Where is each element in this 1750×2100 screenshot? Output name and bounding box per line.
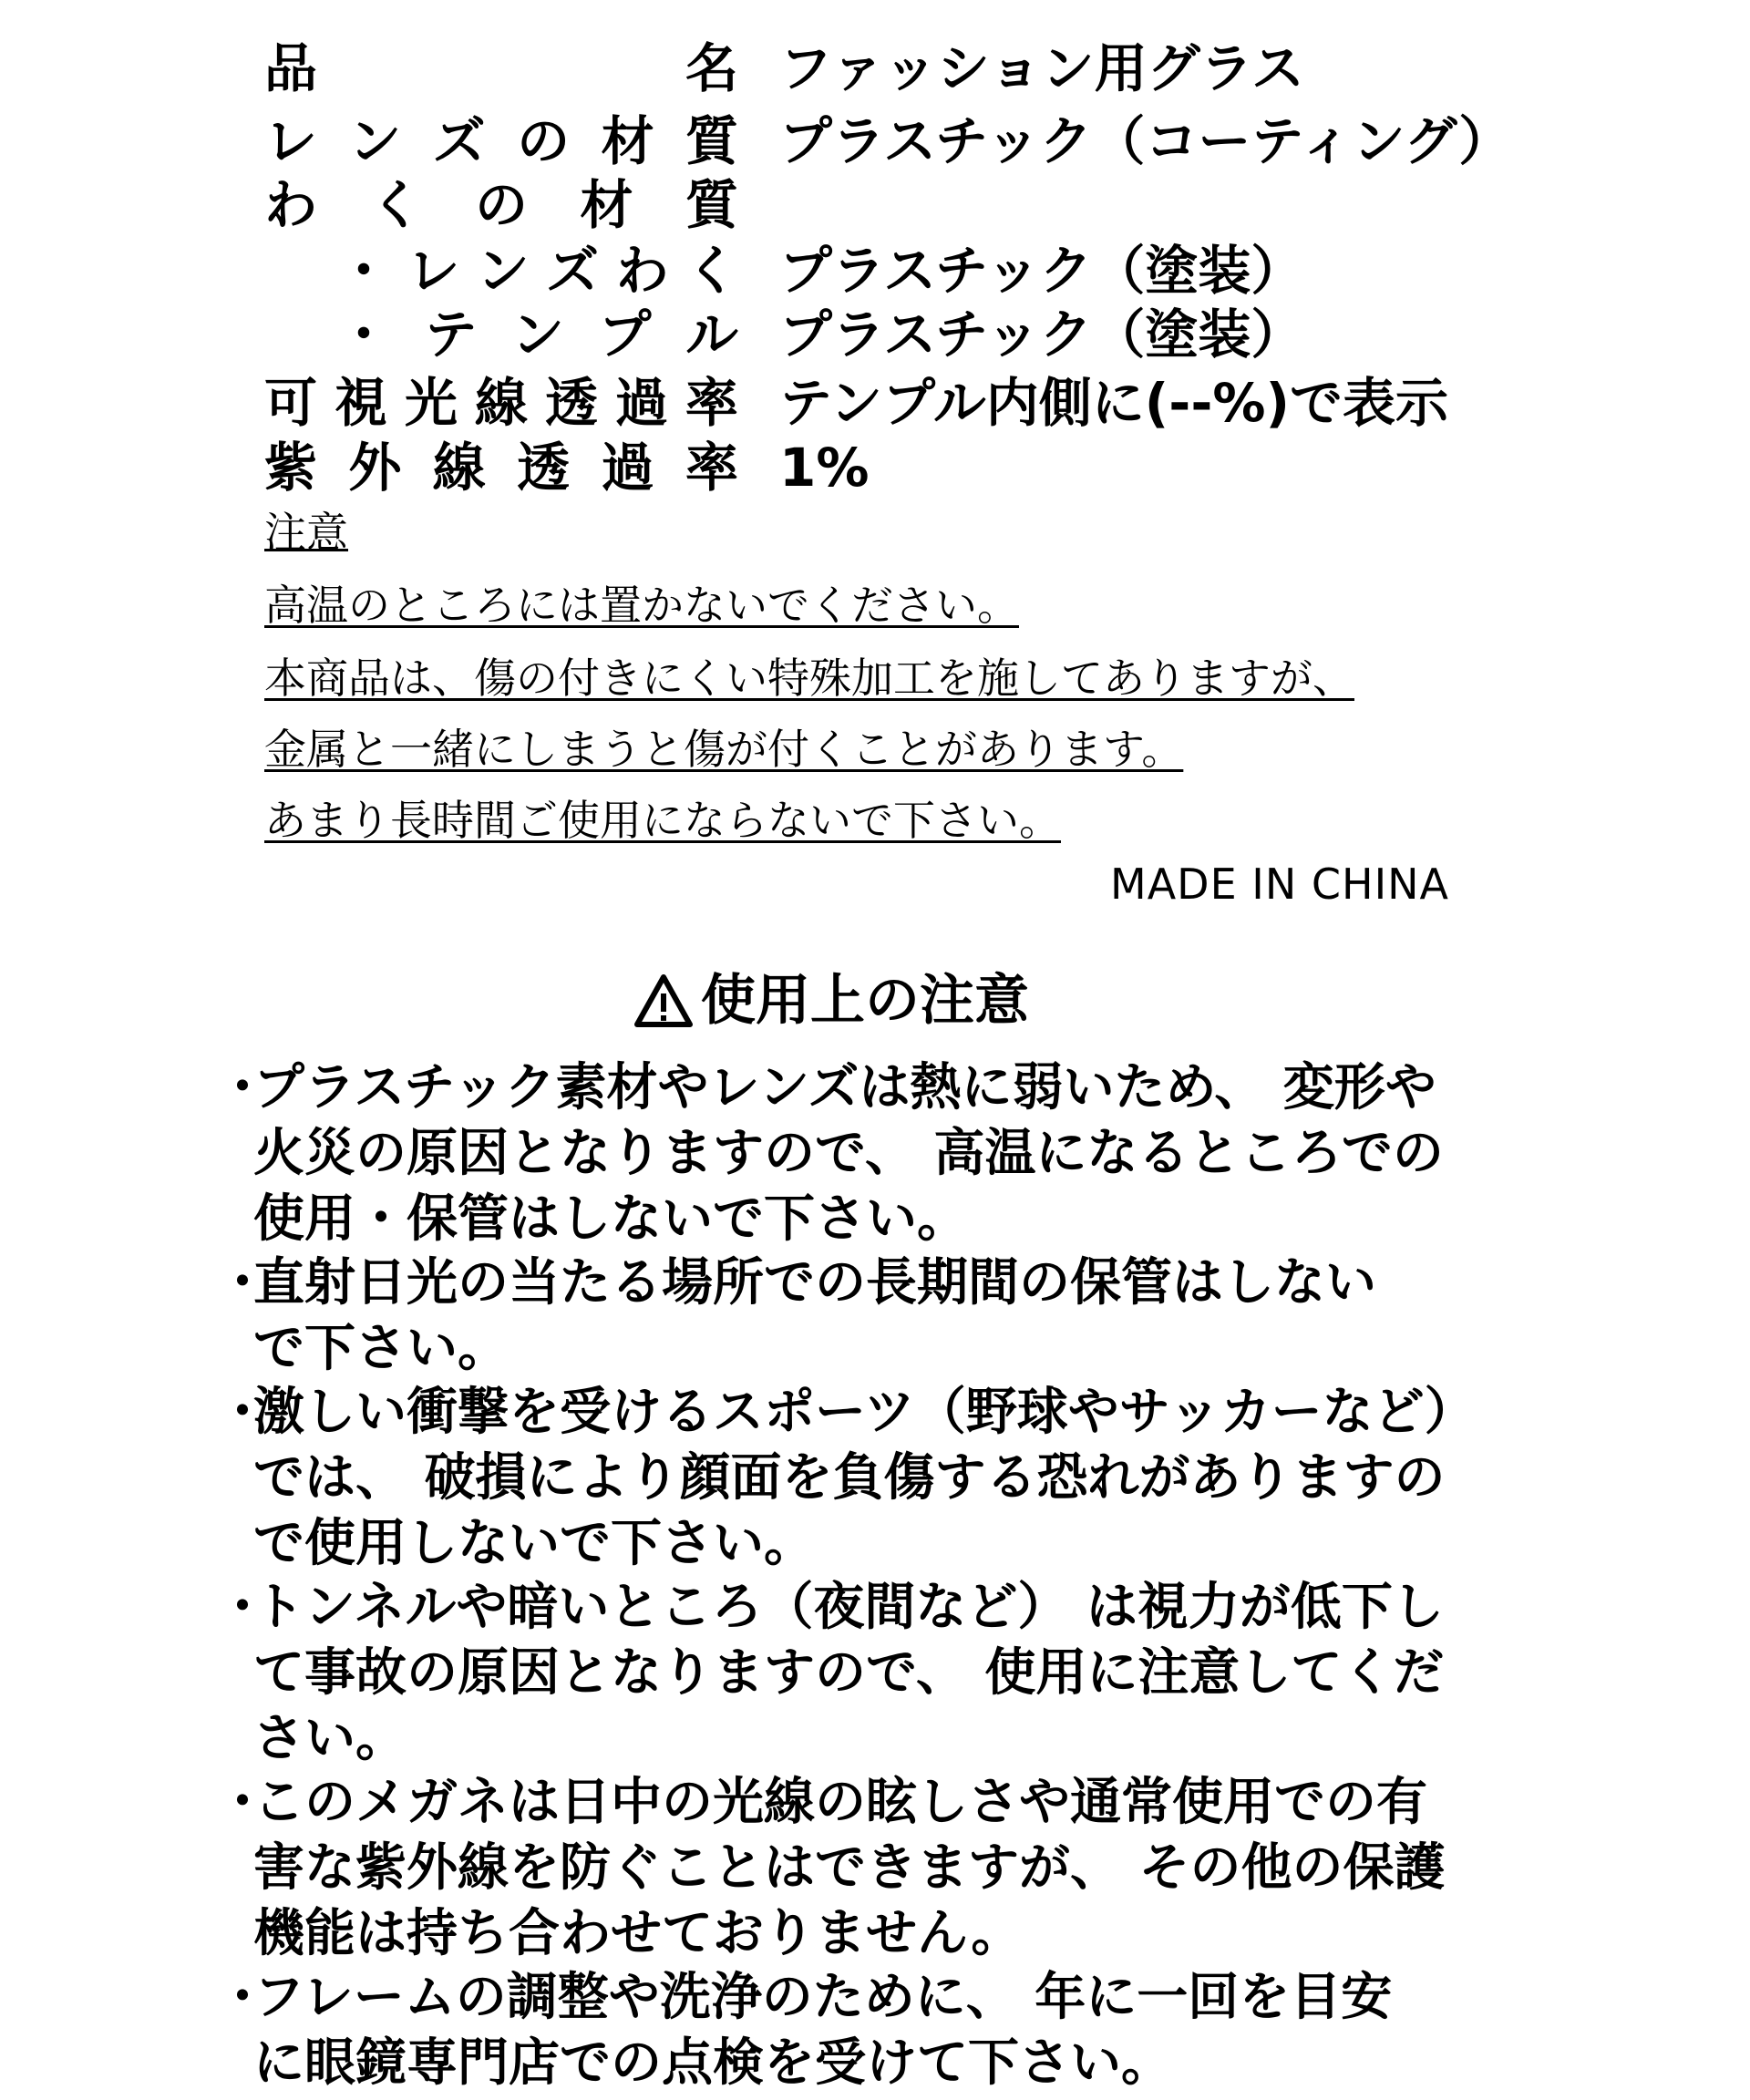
bullet-mark: ・ [217,1578,268,1637]
notice-line: て事故の原因となりますので、 使用に注意してくだ [253,1643,1445,1703]
caution-line: 金属と一緒にしまうと傷が付くことがあります。 [264,725,1184,774]
notice-heading [633,964,1029,1037]
notice-line: 火災の原因となりますので、 高温になるところでの [253,1124,1444,1183]
spec-value: ファッション用グラス [779,37,1304,99]
spec-row-lens-material [264,109,1577,173]
notice-line: このメガネは日中の光線の眩しさや通常使用での有 [253,1773,1427,1832]
spec-row-frame-material [264,173,1577,237]
notice-line: 機能は持ち合わせておりません。 [253,1904,1023,1963]
spec-value: テンプル内側に(--%)で表示 [779,372,1449,434]
notice-line: トンネルや暗いところ（夜間など） は視力が低下し [253,1578,1444,1637]
spec-row-uv [264,436,1577,499]
caution-line: あまり長時間ご使用にならないで下さい。 [264,796,1061,845]
notice-line: に眼鏡専門店での点検を受けて下さい。 [253,2033,1172,2093]
notice-title: 使用上の注意 [701,969,1029,1033]
caution-title: 注意 [264,508,348,557]
spec-value: プラスチック（塗装） [779,240,1304,302]
spec-row-product-name [264,36,1577,100]
spec-value: プラスチック（塗装） [779,304,1304,365]
bullet-mark: ・ [217,1253,268,1312]
notice-line: で下さい。 [253,1319,509,1378]
notice-line: プラスチック素材やレンズは熱に弱いため、 変形や [253,1058,1436,1117]
spec-label: 可 視 光 線 透 過 率 [264,372,738,434]
spec-row-temple [264,303,1577,366]
notice-line: では、 破損により顔面を負傷する恐れがありますの [253,1448,1446,1508]
spec-value: 1% [779,437,870,499]
spec-label: ・ テ ン プ ル [337,304,738,365]
spec-row-lens-frame [264,239,1577,303]
spec-value: プラスチック（コーティング） [779,110,1512,172]
spec-label: わ く の 材 質 [264,174,738,236]
notice-line: 害な紫外線を防ぐことはできますが、 その他の保護 [253,1838,1446,1898]
notice-line: 直射日光の当たる場所での長期間の保管はしない [253,1253,1376,1312]
origin-label: MADE IN CHINA [1110,860,1450,909]
bullet-mark: ・ [217,1058,268,1117]
caution-line: 高温のところには置かないでください。 [264,581,1019,630]
spec-label: ・ レ ン ズ わ く [337,240,738,302]
warning-triangle-icon [633,973,694,1028]
spec-row-visible-light [264,371,1577,435]
notice-line: 使用・保管はしないで下さい。 [253,1189,968,1249]
spec-label: 紫 外 線 透 過 率 [264,437,738,499]
notice-line: さい。 [253,1709,407,1768]
bullet-mark: ・ [217,1773,268,1832]
bullet-mark: ・ [217,1383,268,1442]
notice-line: 激しい衝撃を受けるスポーツ（野球やサッカーなど） [253,1383,1476,1442]
notice-line: フレームの調整や洗浄のために、 年に一回を目安 [253,1968,1393,2027]
notice-line: で使用しないで下さい。 [253,1514,815,1573]
spec-label: 品 名 [264,37,738,99]
caution-line: 本商品は、傷の付きにくい特殊加工を施してありますが、 [264,654,1354,703]
spec-label: レ ン ズ の 材 質 [264,110,738,172]
bullet-mark: ・ [217,1968,268,2027]
